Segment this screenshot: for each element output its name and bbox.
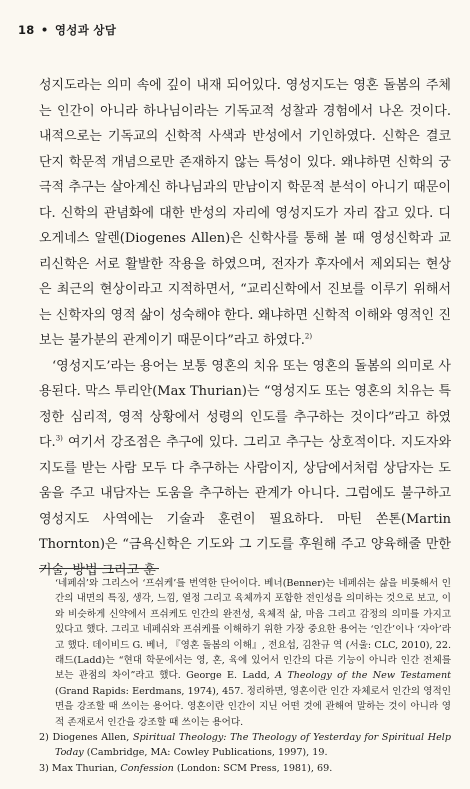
paragraph-2 — [39, 354, 451, 584]
footnote-ref-2: 2) — [304, 332, 313, 341]
footnote-1-continued: ‘네페쉬’와 그리스어 ‘프쉬케’를 번역한 단어이다. 베너(Benner)는 네페쉬는 삶을 비롯해서 인간의 내면의 특징, 생각, 느낌, 열정 그리고 육체까지 포함한 전인성을 의미하는 것으로 보고, 이와 비슷하게 신약에서 프쉬케도 인간의 완전성, 육체적 삶, 마음 그리고 감정의 의미를 가지고 있다고 했다. 그리고 네페쉬와 프쉬케를 이해하기 위한 가장 중요한 용어는 ‘인간’이나 ‘자아’라고 했다. 데이비드 G. 베너, 『영혼 돌봄의 이해』, 전요섭, 김찬규 역 (서울: CLC, 2010), 22. 래드(Ladd)는 “현대 학문에서는 영, 혼, 육에 있어서 인간의 다른 기능이 아니라 인간 전체를 보는 관점의 차이”라고 했다. George E. Ladd, A Theology of the New Testament (Grand Rapids: Eerdmans, 1974), 457. 정리하면, 영혼이란 인간 자체로서 인간의 영적인 면을 강조할 때 쓰이는 용어다. 영혼이란 인간이 지닌 어떤 것에 관해여 말하는 것이 아니라 영적 존재로서 인간을 강조할 때 쓰이는 용어다. — [55, 578, 451, 728]
footnote-ref-3: 3) — [55, 434, 63, 443]
book-title: 영성과 상담 — [54, 23, 117, 37]
footnote-1-book-title: A Theology of the New Testament — [275, 670, 451, 682]
footnote-2-book-title: Spiritual Theology: The Theology of Yesterday for Spiritual Help Today — [55, 732, 451, 759]
paragraph-2-text: ‘영성지도’라는 용어는 보통 영혼의 치유 또는 영혼의 돌봄의 의미로 사용된다. 막스 투리안(Max Thurian)는 “영성지도 또는 영혼의 치유는 특정한 심리적, 영적 상황에서 성령의 인도를 추구하는 것이다”라고 하였다. — [39, 358, 451, 450]
running-header — [18, 22, 116, 38]
page-number: 18 — [18, 23, 35, 37]
footnote-3-book-title: Confession — [120, 762, 174, 774]
footnote-3: 3) Max Thurian, Confession (London: SCM Press, 1981), 69. — [39, 762, 333, 774]
footnote-divider — [39, 568, 159, 569]
paragraph-2-text-after: 여기서 강조점은 추구에 있다. 그리고 추구는 상호적이다. 지도자와 지도를 받는 사람 모두 다 추구하는 사람이지, 상담에서처럼 상담자는 도움을 주고 내담자는 도움을 추구하는 관계가 아니다. 그럼에도 불구하고 영성지도 사역에는 기술과 훈련이 필요하다. 마틴 쏜톤(Martin Thornton)은 “금욕신학은 기도와 그 기도를 후원해 주고 양육해줄 만한 기술, 방법 그리고 훈 — [39, 435, 451, 578]
paragraph-1 — [39, 73, 451, 354]
paragraph-1-text: 성지도라는 의미 속에 깊이 내재 되어있다. 영성지도는 영혼 돌봄의 주체는 인간이 아니라 하나님이라는 기독교적 성찰과 경험에서 나온 것이다. 내적으로는 기독교의 신학적 사색과 반성에서 기인하였다. 신학은 결코 단지 학문적 개념으로만 존재하지 않는 특성이 있다. 왜냐하면 신학의 궁극적 추구는 살아계신 하나님과의 만남이지 학문적 분석이 아니기 때문이다. 신학의 관념화에 대한 반성의 자리에 영성지도가 자리 잡고 있다. 디오게네스 알렌(Diogenes Allen)은 신학사를 통해 볼 때 영성신학과 교리신학은 서로 활발한 작용을 하였으며, 전자가 후자에서 제외되는 현상은 최근의 현상이라고 지적하면서, “교리신학에서 진보를 이루기 위해서는 신학자의 영적 삶이 성숙해야 한다. 왜냐하면 신학적 이해와 영적인 진보는 불가분의 관계이기 때문이다”라고 하였다. — [39, 78, 451, 348]
header-separator: • — [40, 23, 49, 37]
footnote-2: 2) Diogenes Allen, Spiritual Theology: The Theology of Yesterday for Spiritual Help Today (Cambridge, MA: Cowley Publications, 1997), 19. — [39, 732, 451, 759]
footnotes — [39, 576, 451, 776]
body-text — [39, 73, 451, 583]
